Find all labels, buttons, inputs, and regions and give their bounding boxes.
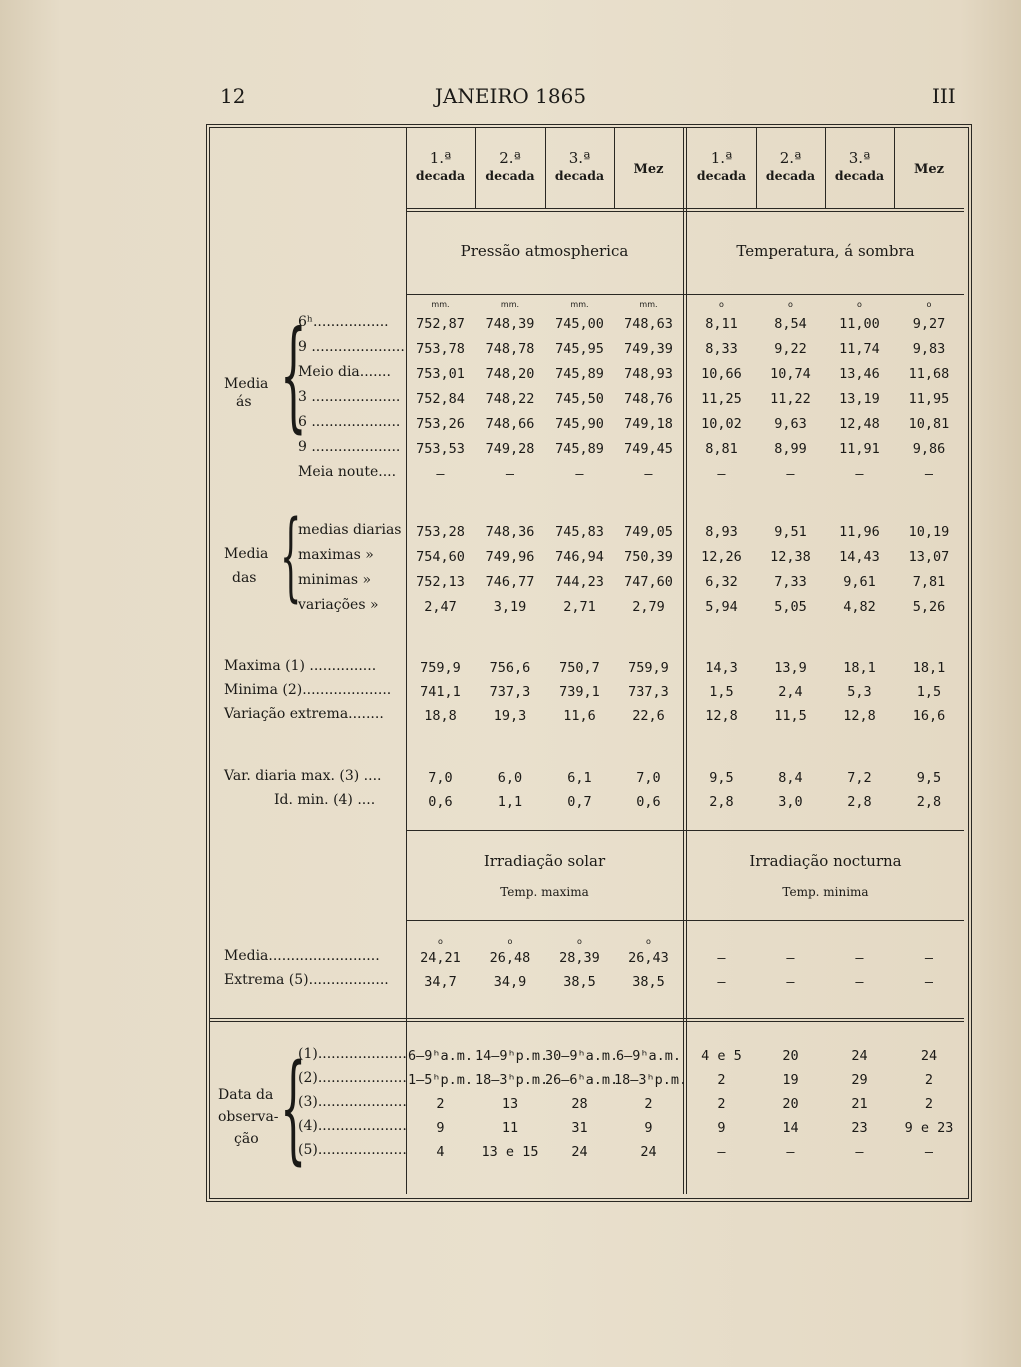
table-cell: 2,71 bbox=[563, 599, 596, 615]
table-cell: — bbox=[786, 950, 795, 966]
table-cell: 748,22 bbox=[485, 391, 535, 407]
table-cell: — bbox=[644, 466, 653, 482]
table-cell: 10,66 bbox=[701, 366, 742, 382]
table-cell: 28,39 bbox=[559, 950, 600, 966]
table-cell: 749,05 bbox=[624, 524, 673, 540]
table-cell: 21 bbox=[851, 1096, 868, 1112]
table-cell: 7,0 bbox=[428, 770, 453, 786]
table-cell: — bbox=[505, 466, 515, 482]
table-cell: 24 bbox=[851, 1048, 868, 1064]
table-cell: 11,00 bbox=[839, 316, 880, 332]
table-cell: 11,91 bbox=[839, 441, 880, 457]
table-cell: 1,5 bbox=[709, 684, 734, 700]
unit-degree: o bbox=[577, 937, 582, 946]
rule bbox=[406, 920, 964, 921]
col-header-t2: 2.ª decada bbox=[765, 149, 816, 183]
table-cell: 753,26 bbox=[416, 416, 465, 432]
table-cell: 23 bbox=[851, 1120, 868, 1136]
table-cell: 11,22 bbox=[770, 391, 811, 407]
group-label-data-obs: Data da observa- ção bbox=[218, 1087, 279, 1147]
table-cell: 13,46 bbox=[839, 366, 880, 382]
table-cell: 9,61 bbox=[843, 574, 876, 590]
table-cell: 18,1 bbox=[843, 660, 876, 676]
table-cell: 9,83 bbox=[912, 341, 946, 357]
table-cell: 26–6ʰa.m. bbox=[545, 1072, 619, 1088]
table-cell: 10,02 bbox=[701, 416, 742, 432]
table-cell: 11,6 bbox=[563, 708, 596, 724]
table-cell: 28 bbox=[571, 1096, 588, 1112]
col-header-p2: 2.ª decada bbox=[485, 149, 535, 183]
table-cell: 13 e 15 bbox=[481, 1144, 539, 1160]
table-cell: 18,1 bbox=[912, 660, 946, 676]
table-cell: 759,9 bbox=[628, 660, 669, 676]
table-cell: 10,81 bbox=[908, 416, 950, 432]
table-cell: 12,26 bbox=[701, 549, 742, 565]
table-cell: 4 e 5 bbox=[701, 1048, 742, 1064]
rule bbox=[210, 1018, 964, 1022]
table-cell: 18–3ʰp.m. bbox=[475, 1072, 549, 1088]
row-label: (4).................... bbox=[298, 1118, 407, 1134]
table-cell: 752,13 bbox=[416, 574, 465, 590]
table-cell: 14–9ʰp.m. bbox=[475, 1048, 549, 1064]
table-cell: — bbox=[924, 974, 934, 990]
table-cell: 6–9ʰa.m. bbox=[407, 1048, 474, 1064]
table-cell: 745,95 bbox=[555, 341, 604, 357]
table-cell: 13 bbox=[501, 1096, 519, 1112]
table-cell: 750,39 bbox=[624, 549, 673, 565]
table-cell: 1–5ʰp.m. bbox=[407, 1072, 474, 1088]
table-cell: — bbox=[786, 974, 795, 990]
table-cell: 8,81 bbox=[705, 441, 738, 457]
brace-icon: { bbox=[280, 1038, 307, 1176]
row-label: variações » bbox=[298, 597, 379, 613]
table-cell: 749,28 bbox=[485, 441, 535, 457]
table-cell: — bbox=[717, 950, 726, 966]
table-cell: — bbox=[924, 950, 934, 966]
col-header-p1: 1.ª decada bbox=[415, 149, 466, 183]
row-label: 9 ..................... bbox=[298, 339, 405, 355]
table-cell: 7,33 bbox=[774, 574, 807, 590]
unit-mm: mm. bbox=[431, 300, 450, 309]
table-cell: 7,0 bbox=[636, 770, 661, 786]
unit-degree: o bbox=[438, 937, 443, 946]
table-cell: 12,8 bbox=[705, 708, 738, 724]
table-cell: 9,86 bbox=[912, 441, 946, 457]
rule bbox=[406, 208, 964, 212]
table-cell: 19,3 bbox=[493, 708, 527, 724]
table-cell: 754,60 bbox=[416, 549, 465, 565]
table-cell: 24,21 bbox=[420, 950, 461, 966]
table-cell: 744,23 bbox=[555, 574, 604, 590]
table-cell: 9,63 bbox=[774, 416, 807, 432]
table-cell: 26,48 bbox=[489, 950, 531, 966]
table-cell: 748,39 bbox=[485, 316, 535, 332]
table-cell: 9,27 bbox=[912, 316, 946, 332]
row-label: maximas » bbox=[298, 547, 374, 563]
table-cell: 0,6 bbox=[428, 794, 453, 810]
unit-mm: mm. bbox=[639, 300, 658, 309]
row-label: 6ʰ................. bbox=[298, 314, 389, 330]
table-cell: 1,1 bbox=[497, 794, 523, 810]
table-cell: — bbox=[717, 466, 726, 482]
unit-mm: mm. bbox=[500, 300, 520, 309]
table-cell: 748,78 bbox=[485, 341, 535, 357]
table-cell: — bbox=[855, 950, 864, 966]
table-cell: 4,82 bbox=[843, 599, 876, 615]
section-nocturnal: Irradiação nocturna bbox=[749, 852, 902, 870]
table-cell: 8,99 bbox=[774, 441, 807, 457]
group-label-media-as-2: ás bbox=[236, 394, 252, 410]
table-cell: 745,00 bbox=[555, 316, 604, 332]
rule bbox=[406, 830, 964, 831]
table-cell: 5,05 bbox=[774, 599, 807, 615]
table-cell: 749,18 bbox=[624, 416, 673, 432]
table-cell: 748,93 bbox=[624, 366, 673, 382]
row-label: Id. min. (4) .... bbox=[274, 792, 376, 808]
group-label-media-das: Media bbox=[224, 546, 269, 562]
unit-degree: o bbox=[926, 300, 932, 309]
col-header-p-mez: Mez bbox=[633, 162, 664, 177]
table-cell: 2,8 bbox=[916, 794, 942, 810]
row-label: (2).................... bbox=[298, 1070, 407, 1086]
table-cell: 11,5 bbox=[774, 708, 807, 724]
table-cell: 753,53 bbox=[416, 441, 465, 457]
table-frame bbox=[206, 124, 972, 1202]
table-cell: 11,74 bbox=[839, 341, 880, 357]
table-cell: 745,50 bbox=[555, 391, 604, 407]
row-label: Media......................... bbox=[224, 948, 380, 964]
table-cell: 2,8 bbox=[709, 794, 734, 810]
table-cell: 19 bbox=[782, 1072, 799, 1088]
section-pressure: Pressão atmospherica bbox=[460, 242, 629, 260]
table-cell: 6,1 bbox=[567, 770, 592, 786]
table-cell: 11 bbox=[501, 1120, 519, 1136]
table-cell: 9 bbox=[436, 1120, 445, 1136]
group-label-media-as: Media bbox=[224, 376, 269, 392]
row-label: Maxima (1) ............... bbox=[224, 658, 377, 674]
table-cell: 753,78 bbox=[416, 341, 465, 357]
unit-degree: o bbox=[857, 300, 862, 309]
table-cell: 11,96 bbox=[839, 524, 880, 540]
table-cell: 748,63 bbox=[624, 316, 673, 332]
table-cell: 9 e 23 bbox=[904, 1120, 954, 1136]
table-cell: 759,9 bbox=[420, 660, 461, 676]
table-cell: 756,6 bbox=[489, 660, 531, 676]
row-label: 9 .................... bbox=[298, 439, 401, 455]
table-cell: 6,0 bbox=[497, 770, 523, 786]
table-cell: 1,5 bbox=[916, 684, 942, 700]
table-cell: 745,89 bbox=[555, 441, 604, 457]
table-cell: 11,25 bbox=[701, 391, 742, 407]
table-cell: 9,22 bbox=[774, 341, 807, 357]
table-cell: 8,33 bbox=[705, 341, 738, 357]
table-cell: — bbox=[786, 1144, 795, 1160]
table-cell: 737,3 bbox=[628, 684, 669, 700]
row-label: 3 .................... bbox=[298, 389, 401, 405]
table-cell: 746,77 bbox=[485, 574, 535, 590]
table-cell: 22,6 bbox=[632, 708, 665, 724]
table-cell: 2 bbox=[717, 1072, 726, 1088]
table-cell: 750,7 bbox=[559, 660, 600, 676]
table-cell: — bbox=[855, 974, 864, 990]
row-label: (3).................... bbox=[298, 1094, 407, 1110]
table-cell: 0,7 bbox=[567, 794, 592, 810]
table-cell: 14,3 bbox=[705, 660, 738, 676]
row-label: Minima (2).................... bbox=[224, 682, 392, 698]
table-cell: 13,07 bbox=[908, 549, 950, 565]
table-cell: 9,5 bbox=[709, 770, 734, 786]
table-cell: 11,95 bbox=[908, 391, 950, 407]
table-cell: 748,36 bbox=[485, 524, 535, 540]
unit-degree: o bbox=[719, 300, 724, 309]
table-cell: 13,19 bbox=[839, 391, 880, 407]
rule bbox=[406, 294, 964, 295]
table-cell: 9,51 bbox=[774, 524, 807, 540]
table-cell: 748,76 bbox=[624, 391, 673, 407]
table-cell: 9,5 bbox=[916, 770, 942, 786]
table-cell: 2 bbox=[717, 1096, 726, 1112]
row-label: Meia noute.... bbox=[298, 464, 397, 480]
table-cell: 20 bbox=[782, 1096, 799, 1112]
row-label: 6 .................... bbox=[298, 414, 401, 430]
table-cell: — bbox=[575, 466, 584, 482]
row-label: Variação extrema........ bbox=[224, 706, 384, 722]
table-cell: 7,2 bbox=[847, 770, 872, 786]
page-title: JANEIRO 1865 bbox=[434, 84, 587, 108]
table-cell: 3,0 bbox=[778, 794, 803, 810]
table-cell: 24 bbox=[640, 1144, 657, 1160]
table-cell: 745,89 bbox=[555, 366, 604, 382]
table-cell: 749,96 bbox=[485, 549, 535, 565]
table-cell: 38,5 bbox=[563, 974, 596, 990]
table-cell: 5,94 bbox=[705, 599, 738, 615]
row-label: (1).................... bbox=[298, 1046, 407, 1062]
group-label-media-das-2: das bbox=[232, 570, 257, 586]
table-cell: 38,5 bbox=[632, 974, 665, 990]
table-cell: 2 bbox=[924, 1072, 934, 1088]
unit-degree: o bbox=[788, 300, 793, 309]
table-cell: 8,11 bbox=[705, 316, 738, 332]
table-cell: 2,8 bbox=[847, 794, 872, 810]
col-header-t1: 1.ª decada bbox=[696, 149, 747, 183]
table-cell: — bbox=[717, 1144, 726, 1160]
table-cell: 3,19 bbox=[493, 599, 527, 615]
section-solar-sub: Temp. maxima bbox=[500, 885, 589, 899]
table-cell: — bbox=[924, 1144, 934, 1160]
table-cell: 7,81 bbox=[912, 574, 946, 590]
table-cell: 2,4 bbox=[778, 684, 803, 700]
brace-icon: { bbox=[280, 500, 302, 612]
table-cell: 745,90 bbox=[555, 416, 604, 432]
table-cell: 6,32 bbox=[705, 574, 738, 590]
table-cell: 5,3 bbox=[847, 684, 872, 700]
table-cell: 749,39 bbox=[624, 341, 673, 357]
table-cell: 26,43 bbox=[628, 950, 669, 966]
row-label: Meio dia....... bbox=[298, 364, 391, 380]
table-cell: 6–9ʰa.m. bbox=[615, 1048, 682, 1064]
row-label: medias diarias bbox=[298, 522, 402, 538]
table-cell: 2 bbox=[436, 1096, 445, 1112]
table-cell: 20 bbox=[782, 1048, 799, 1064]
table-cell: 9 bbox=[717, 1120, 726, 1136]
table-cell: 11,68 bbox=[908, 366, 950, 382]
table-cell: 2 bbox=[644, 1096, 653, 1112]
table-cell: 34,9 bbox=[493, 974, 527, 990]
table-cell: 747,60 bbox=[624, 574, 673, 590]
table-cell: 2,79 bbox=[632, 599, 665, 615]
section-number: III bbox=[932, 84, 956, 108]
row-label: minimas » bbox=[298, 572, 372, 588]
table-cell: 0,6 bbox=[636, 794, 661, 810]
table-cell: — bbox=[786, 466, 795, 482]
row-label: Extrema (5).................. bbox=[224, 972, 389, 988]
table-cell: 749,45 bbox=[624, 441, 673, 457]
table-cell: 16,6 bbox=[912, 708, 946, 724]
table-cell: 748,66 bbox=[485, 416, 535, 432]
table-cell: 752,87 bbox=[416, 316, 465, 332]
table-cell: 737,3 bbox=[489, 684, 531, 700]
table-cell: 10,74 bbox=[770, 366, 811, 382]
table-cell: 746,94 bbox=[555, 549, 604, 565]
table-cell: — bbox=[855, 466, 864, 482]
table-cell: 753,01 bbox=[416, 366, 465, 382]
table-cell: 12,48 bbox=[839, 416, 880, 432]
table-cell: 30–9ʰa.m. bbox=[545, 1048, 619, 1064]
col-header-t-mez: Mez bbox=[913, 162, 945, 177]
table-cell: 739,1 bbox=[559, 684, 600, 700]
table-cell: 13,9 bbox=[774, 660, 807, 676]
table-cell: — bbox=[717, 974, 726, 990]
unit-mm: mm. bbox=[570, 300, 589, 309]
col-header-t3: 3.ª decada bbox=[834, 149, 885, 183]
col-header-p3: 3.ª decada bbox=[554, 149, 605, 183]
table-cell: 2 bbox=[924, 1096, 934, 1112]
table-cell: 8,4 bbox=[778, 770, 803, 786]
section-nocturnal-sub: Temp. minima bbox=[782, 885, 869, 899]
table-cell: 741,1 bbox=[420, 684, 461, 700]
table-cell: 753,28 bbox=[416, 524, 465, 540]
table-cell: 9 bbox=[644, 1120, 653, 1136]
table-cell: — bbox=[436, 466, 445, 482]
table-cell: 14 bbox=[782, 1120, 799, 1136]
table-cell: 31 bbox=[571, 1120, 588, 1136]
table-cell: 4 bbox=[436, 1144, 445, 1160]
table-cell: 748,20 bbox=[485, 366, 535, 382]
table-cell: 8,93 bbox=[705, 524, 738, 540]
table-cell: — bbox=[924, 466, 934, 482]
table-cell: 18–3ʰp.m. bbox=[614, 1072, 688, 1088]
table-cell: 24 bbox=[571, 1144, 588, 1160]
page-number: 12 bbox=[220, 84, 246, 108]
unit-degree: o bbox=[646, 937, 651, 946]
row-label: (5).................... bbox=[298, 1142, 407, 1158]
table-cell: 5,26 bbox=[912, 599, 946, 615]
unit-degree: o bbox=[507, 937, 513, 946]
table-cell: 14,43 bbox=[839, 549, 880, 565]
table-cell: 8,54 bbox=[774, 316, 807, 332]
table-cell: 18,8 bbox=[424, 708, 457, 724]
table-cell: 752,84 bbox=[416, 391, 465, 407]
table-cell: 34,7 bbox=[424, 974, 457, 990]
table-cell: 2,47 bbox=[424, 599, 457, 615]
table-cell: 745,83 bbox=[555, 524, 604, 540]
table-cell: — bbox=[855, 1144, 864, 1160]
brace-icon: { bbox=[280, 306, 307, 445]
table-cell: 12,38 bbox=[770, 549, 811, 565]
section-temperature: Temperatura, á sombra bbox=[736, 242, 915, 260]
table-cell: 12,8 bbox=[843, 708, 876, 724]
table-cell: 10,19 bbox=[908, 524, 950, 540]
table-cell: 24 bbox=[920, 1048, 938, 1064]
row-label: Var. diaria max. (3) .... bbox=[224, 768, 382, 784]
section-solar: Irradiação solar bbox=[483, 852, 606, 870]
table-cell: 29 bbox=[851, 1072, 868, 1088]
